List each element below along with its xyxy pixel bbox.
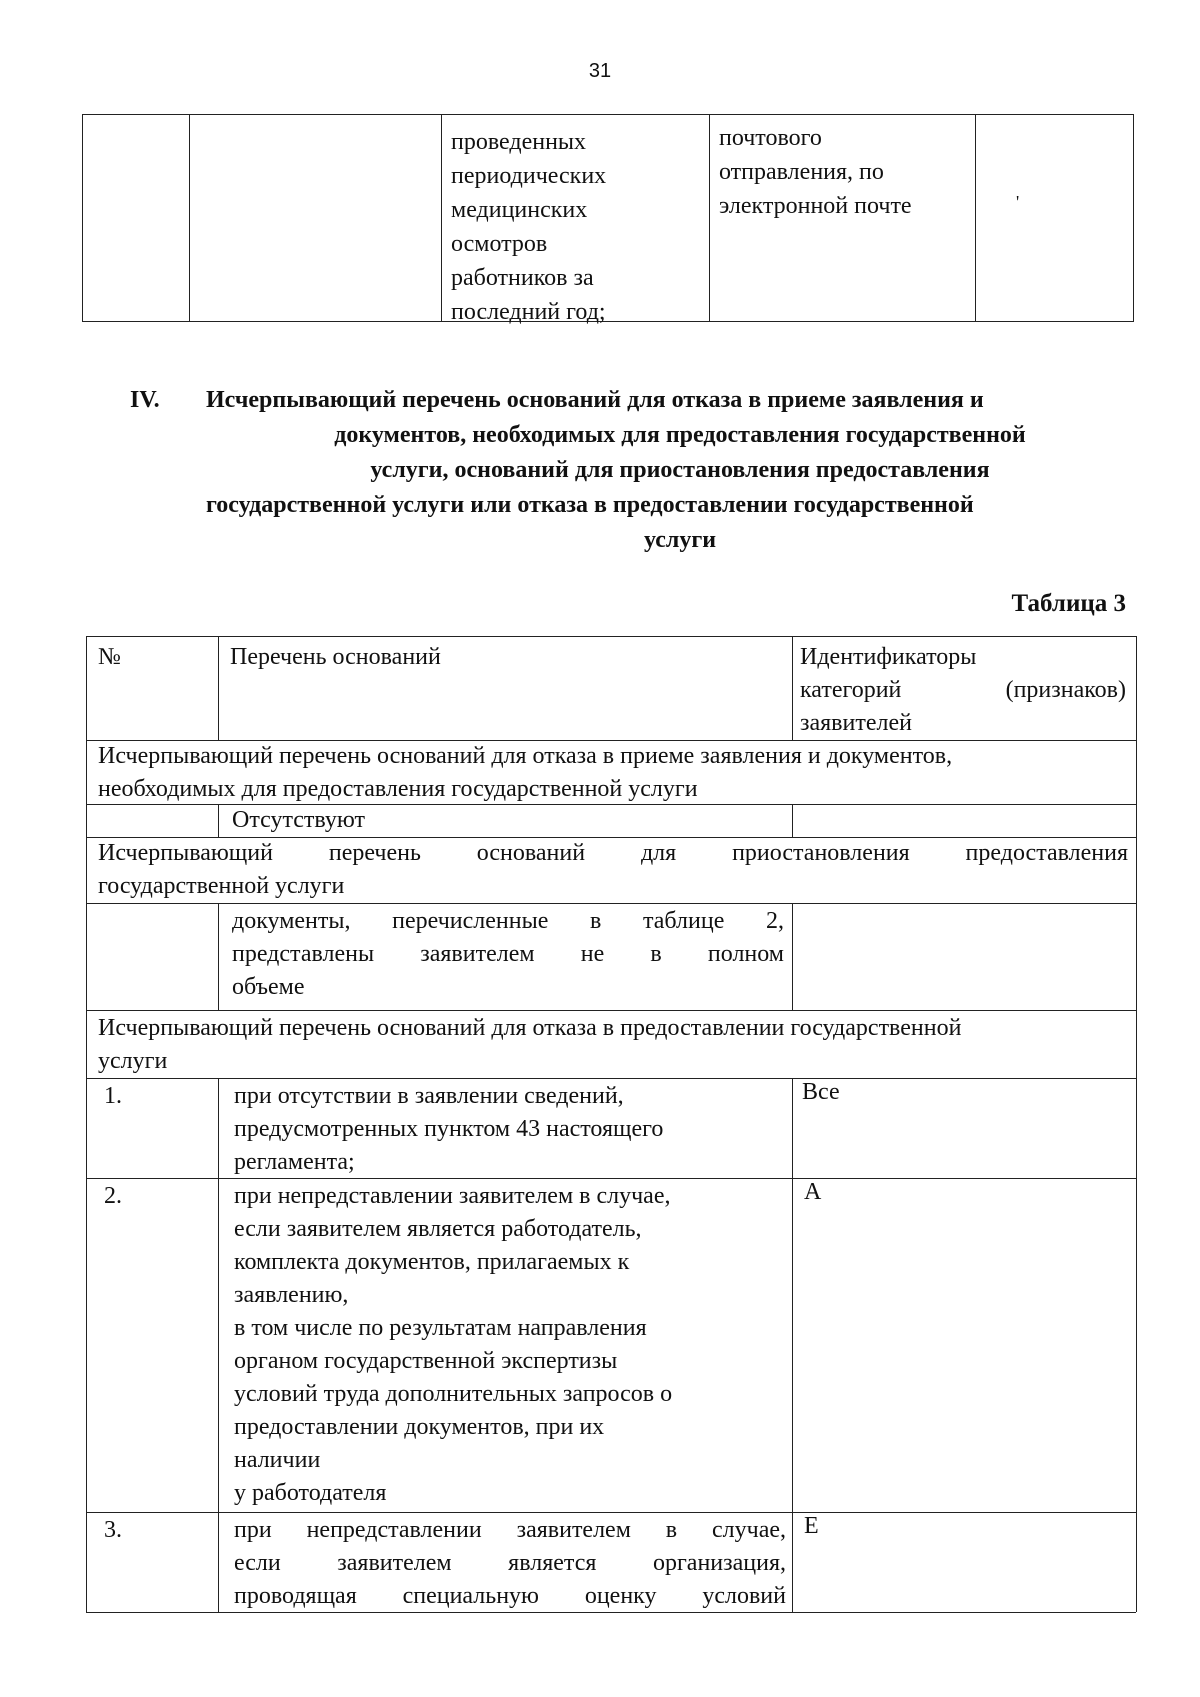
table-divider [975,115,976,321]
row-text: при отсутствии в заявлении сведений, предусмотренных пунктом 43 настоящего регламента; [234,1083,664,1175]
row-number: 3. [104,1517,122,1543]
continuation-cell-mark: ' [1016,192,1020,212]
header-number: № [98,644,121,670]
table-divider [792,903,793,1010]
table-border [86,1612,1136,1613]
section-number: IV. [130,387,160,413]
group-title-service-refusal: Исчерпывающий перечень оснований для отказа в предоставлении государственной услуги [98,1015,962,1074]
table-border [86,1010,1136,1011]
table-border [86,1512,1136,1513]
table-caption: Таблица 3 [1011,590,1126,617]
continuation-table [82,114,1134,325]
row-text: при непредставлении заявителем в случае, если заявителем является работодатель, комплекта документов, прилагаемых к заявлению, в том числе по результатам направления органом государственной экспертизы условий труда дополнительных запросов о предоставлении документов, при их наличии у работодателя [234,1183,673,1506]
table-border [1136,636,1137,1612]
table-border [86,1078,1136,1079]
table-divider [218,1078,219,1612]
table-border [86,903,1136,904]
table-divider [792,636,793,740]
table-border [86,636,87,1612]
group-title-suspension: Исчерпывающий перечень оснований для приостановления предоставления [98,840,1128,866]
row-category: Е [804,1513,819,1539]
table-divider [218,804,219,837]
table-divider [441,115,442,321]
table-border [86,636,1136,637]
table-divider [218,903,219,1010]
table-border [86,740,1136,741]
row-number: 2. [104,1183,122,1209]
table-divider [792,1078,793,1612]
row-text: при непредставлении заявителем в случае, если заявителем является организация, проводящая специальную оценку условий [234,1517,786,1609]
section-heading [130,383,1150,558]
table-border [86,1178,1136,1179]
section-title-line: услуги [643,527,717,553]
row-number: 1. [104,1083,122,1109]
continuation-cell-col3: проведенных периодических медицинских осмотров работников за последний год; [451,129,607,325]
table-divider [189,115,190,321]
section-title-line: услуги, оснований для приостановления предоставления [370,457,990,483]
row-category: А [804,1179,822,1205]
page-number: 31 [588,60,612,82]
group1-row-text: Отсутствуют [232,807,365,833]
table-border [86,837,1136,838]
row-category: Все [802,1079,840,1105]
table-divider [218,636,219,740]
group-title-suspension-line2: государственной услуги [98,873,345,899]
header-grounds: Перечень оснований [230,644,441,670]
section-title-line: Исчерпывающий перечень оснований для отказа в приеме заявления и [206,387,984,413]
section-title-line: документов, необходимых для предоставления государственной [334,422,1026,448]
header-identifiers: Идентификаторы категорий (признаков) заявителей [800,644,1126,736]
table-border [86,804,1136,805]
section-title-line: государственной услуги или отказа в предоставлении государственной [206,492,974,518]
table-divider [792,804,793,837]
continuation-cell-col4: почтового отправления, по электронной почте [719,125,912,219]
table-divider [709,115,710,321]
group2-row-text: документы, перечисленные в таблице 2, представлены заявителем не в полном объеме [232,908,784,1000]
group-title-reception-refusal: Исчерпывающий перечень оснований для отказа в приеме заявления и документов, необходимых для предоставления государственной услуги [98,743,953,802]
